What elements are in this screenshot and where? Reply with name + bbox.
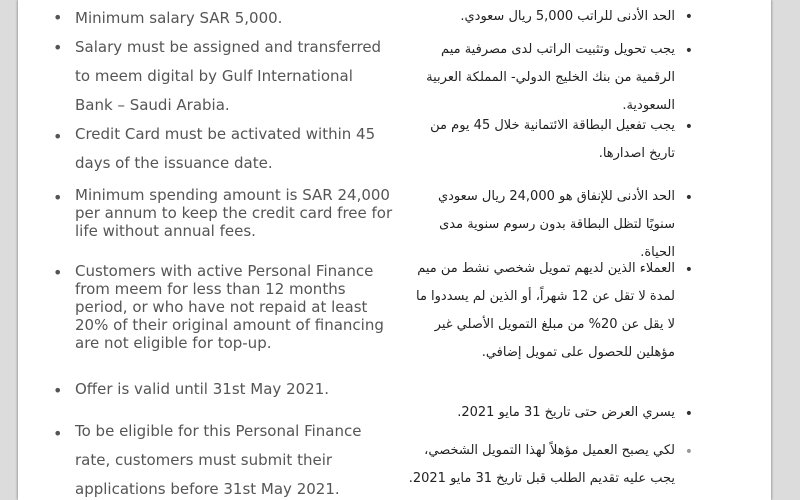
bullet-icon: •: [684, 190, 693, 206]
english-terms-column: [18, 0, 398, 500]
bullet-icon: •: [53, 188, 63, 207]
term-text: Minimum spending amount is SAR 24,000 per annum to keep the credit card free for life without annual fees.: [75, 186, 393, 240]
term-text: الحد الأدنى للراتب 5,000 ريال سعودي.: [460, 9, 675, 24]
term-text: الحد الأدنى للإنفاق هو 24,000 ريال سعودي سنويًا لتظل البطاقة بدون رسوم سنوية مدى الحياة.: [437, 189, 675, 260]
term-text: Salary must be assigned and transferred to meem digital by Gulf International Bank – Saudi Arabia.: [75, 38, 382, 114]
term-text: العملاء الذين لديهم تمويل شخصي نشط من ميم لمدة لا تقل عن 12 شهراً، أو الذين لم يسددوا ما لا يقل عن 20% من مبلغ التمويل الأصلي غير مؤهلين للحصول على تمويل إضافي.: [415, 261, 675, 360]
bullet-icon: •: [53, 127, 63, 146]
bullet-icon: •: [684, 119, 693, 135]
term-text: يجب تحويل وتثبيت الراتب لدى مصرفية ميم الرقمية من بنك الخليج الدولي- المملكة العربية السعودية.: [426, 42, 675, 113]
term-text: Customers with active Personal Finance from meem for less than 12 months period, or who have not repaid at least 20% of their original amount of financing are not eligible for top-up.: [75, 262, 384, 352]
bullet-icon: •: [53, 381, 63, 400]
bullet-icon: •: [684, 43, 693, 59]
bullet-icon: •: [684, 444, 693, 460]
term-text: يجب تفعيل البطاقة الائتمانية خلال 45 يوم من تاريخ اصدارها.: [430, 118, 675, 161]
term-text: لكي يصبح العميل مؤهلاً لهذا التمويل الشخصي، يجب عليه تقديم الطلب قبل تاريخ 31 مايو 2021.: [408, 443, 675, 486]
bullet-icon: •: [53, 38, 63, 57]
term-text: To be eligible for this Personal Finance rate, customers must submit their applications before 31st May 2021.: [75, 422, 362, 498]
arabic-terms-column: [388, 0, 771, 500]
document-page: [18, 0, 771, 500]
term-text: Offer is valid until 31st May 2021.: [75, 380, 330, 398]
bullet-icon: •: [684, 406, 693, 422]
term-text: يسري العرض حتى تاريخ 31 مايو 2021.: [457, 405, 675, 420]
bullet-icon: •: [53, 263, 63, 282]
bullet-icon: •: [684, 9, 693, 25]
term-text: Credit Card must be activated within 45 days of the issuance date.: [75, 125, 376, 172]
term-text: Minimum salary SAR 5,000.: [75, 9, 283, 27]
bullet-icon: •: [684, 262, 693, 278]
bullet-icon: •: [53, 424, 63, 443]
bullet-icon: •: [53, 8, 63, 27]
